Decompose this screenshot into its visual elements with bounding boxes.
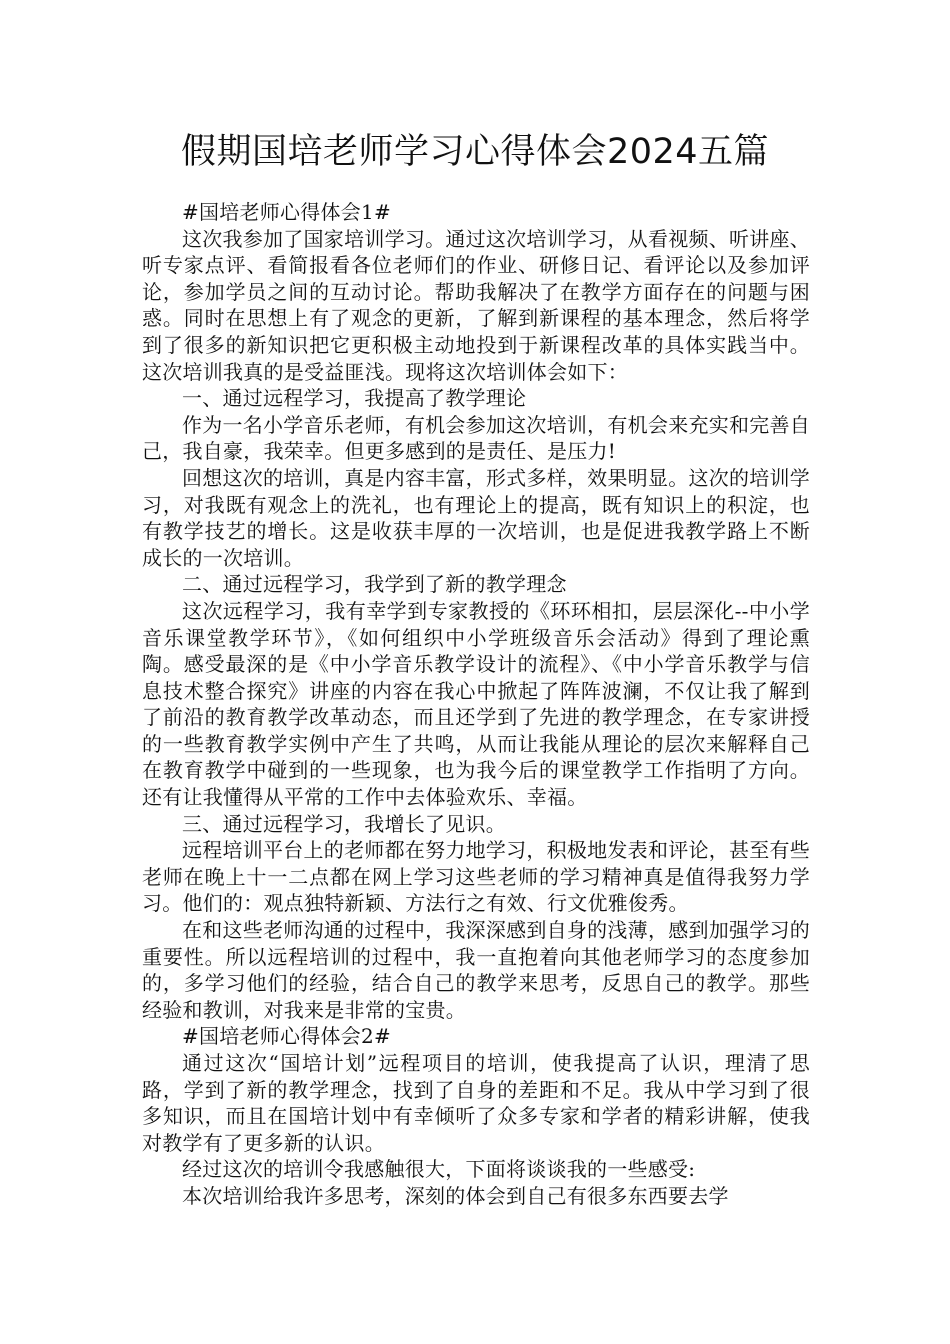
subsection-heading: 三、通过远程学习，我增长了见识。 [182,811,506,836]
document-title: 假期国培老师学习心得体会2024五篇 [180,132,770,172]
body-paragraph: 这次远程学习，我有幸学到专家教授的《环环相扣，层层深化--中小学音乐课堂教学环节》，《如何组织中小学班级音乐会活动》得到了理论熏陶。感受最深的是《中小学音乐教学设计的流程》、《中小学音乐教学与信息技术整合探究》讲座的内容在我心中掀起了阵阵波澜，不仅让我了解到了前沿的教育教学改革动态，而且还学到了先进的教学理念，在专家讲授的一些教育教学实例中产生了共鸣，从而让我能从理论的层次来解释自己在教育教学中碰到的一些现象，也为我今后的课堂教学工作指明了方向。还有让我懂得从平常的工作中去体验欢乐、幸福。 [142,598,810,810]
body-paragraph: 通过这次“国培计划”远程项目的培训，使我提高了认识，理清了思路，学到了新的教学理念，找到了自身的差距和不足。我从中学习到了很多知识，而且在国培计划中有幸倾听了众多专家和学者的精彩讲解，使我对教学有了更多新的认识。 [142,1051,810,1155]
section-heading: #国培老师心得体会1# [182,200,391,224]
subsection-heading: 二、通过远程学习，我学到了新的教学理念 [182,572,567,597]
section-heading: #国培老师心得体会2# [182,1024,391,1049]
body-paragraph: 这次我参加了国家培训学习。通过这次培训学习，从看视频、听讲座、听专家点评、看简报看各位老师们的作业、研修日记、看评论以及参加评论，参加学员之间的互动讨论。帮助我解决了在教学方面存在的问题与困惑。同时在思想上有了观念的更新，了解到新课程的基本理念，然后将学到了很多的新知识把它更积极主动地投到于新课程改革的具体实践当中。这次培训我真的是受益匪浅。现将这次培训体会如下： [142,226,810,384]
body-paragraph: 远程培训平台上的老师都在努力地学习，积极地发表和评论，甚至有些老师在晚上十一二点都在网上学习这些老师的学习精神真是值得我努力学习。他们的：观点独特新颖、方法行之有效、行文优雅俊秀。 [142,838,810,916]
body-paragraph: 作为一名小学音乐老师，有机会参加这次培训，有机会来充实和完善自己，我自豪，我荣幸。但更多感到的是责任、是压力! [142,412,810,464]
body-paragraph: 在和这些老师沟通的过程中，我深深感到自身的浅薄，感到加强学习的重要性。所以远程培训的过程中，我一直抱着向其他老师学习的态度参加的，多学习他们的经验，结合自己的教学来思考，反思自己的教学。那些经验和教训，对我来是非常的宝贵。 [142,918,810,1022]
body-paragraph: 本次培训给我许多思考，深刻的体会到自己有很多东西要去学 [182,1183,729,1208]
subsection-heading: 一、通过远程学习，我提高了教学理论 [182,386,527,411]
body-paragraph: 回想这次的培训，真是内容丰富，形式多样，效果明显。这次的培训学习，对我既有观念上的洗礼，也有理论上的提高，既有知识上的积淀，也有教学技艺的增长。这是收获丰厚的一次培训，也是促进我教学路上不断成长的一次培训。 [142,465,810,570]
body-paragraph: 经过这次的培训令我感触很大，下面将谈谈我的一些感受: [182,1157,696,1182]
document-body [142,199,810,1210]
